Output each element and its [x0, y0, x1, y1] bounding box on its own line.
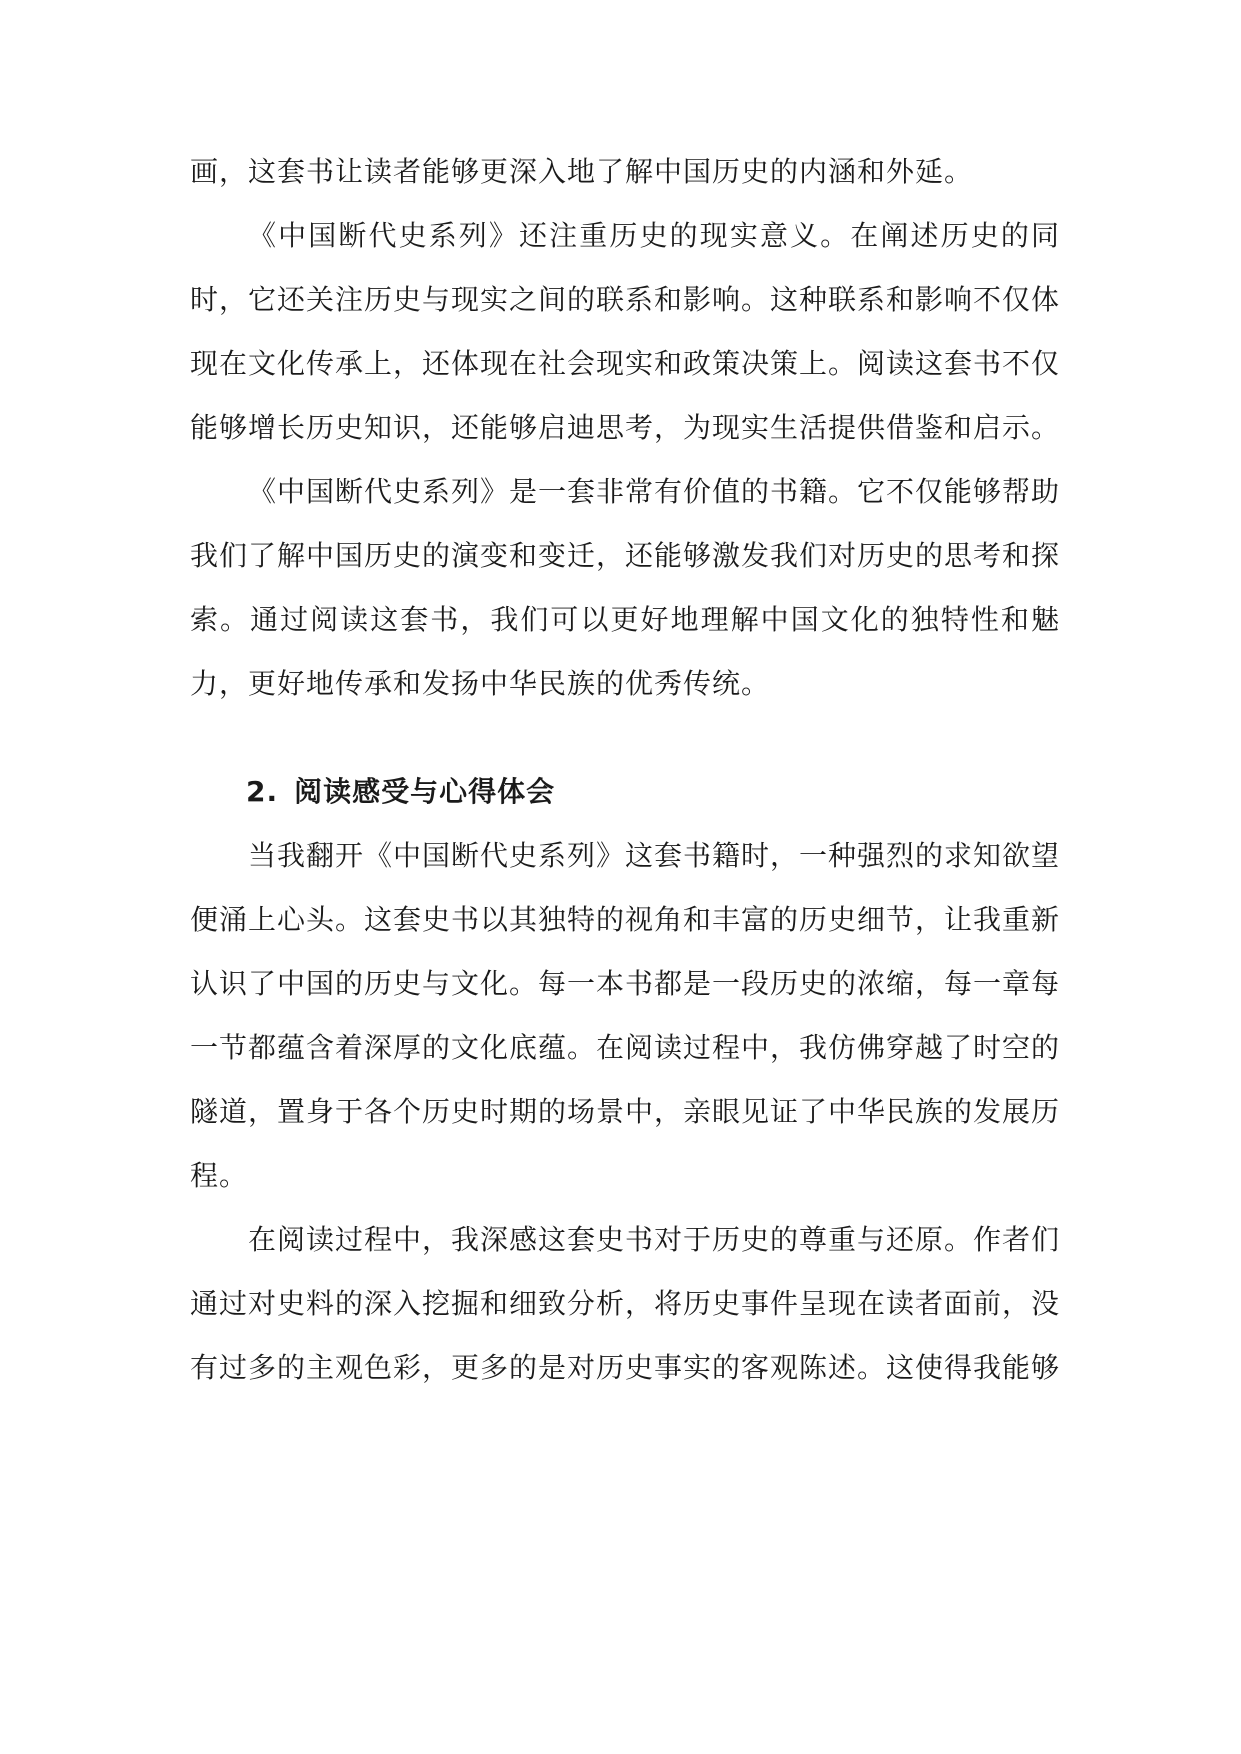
paragraph-reading-impression: 当我翻开《中国断代史系列》这套书籍时，一种强烈的求知欲望便涌上心头。这套史书以其独特的视角和丰富的历史细节，让我重新认识了中国的历史与文化。每一本书都是一段历史的浓缩，每一章每一节都蕴含着深厚的文化底蕴。在阅读过程中，我仿佛穿越了时空的隧道，置身于各个历史时期的场景中，亲眼见证了中华民族的发展历程。 [190, 839, 1061, 1192]
section-number: 2. [246, 775, 279, 808]
document-body [190, 140, 1060, 1400]
paragraph-respect-for-history: 在阅读过程中，我深感这套史书对于历史的尊重与还原。作者们通过对史料的深入挖掘和细致分析，将历史事件呈现在读者面前，没有过多的主观色彩，更多的是对历史事实的客观陈述。这使得我能够 [190, 1223, 1061, 1384]
paragraph-realistic-significance: 《中国断代史系列》还注重历史的现实意义。在阐述历史的同时，它还关注历史与现实之间的联系和影响。这种联系和影响不仅体现在文化传承上，还体现在社会现实和政策决策上。阅读这套书不仅能够增长历史知识，还能够启迪思考，为现实生活提供借鉴和启示。 [190, 219, 1061, 444]
section-heading [190, 760, 1060, 824]
paragraph-continuation: 画，这套书让读者能够更深入地了解中国历史的内涵和外延。 [190, 155, 974, 188]
paragraph-value-summary: 《中国断代史系列》是一套非常有价值的书籍。它不仅能够帮助我们了解中国历史的演变和变迁，还能够激发我们对历史的思考和探索。通过阅读这套书，我们可以更好地理解中国文化的独特性和魅力，更好地传承和发扬中华民族的优秀传统。 [190, 475, 1061, 700]
section-title: 阅读感受与心得体会 [294, 775, 556, 808]
